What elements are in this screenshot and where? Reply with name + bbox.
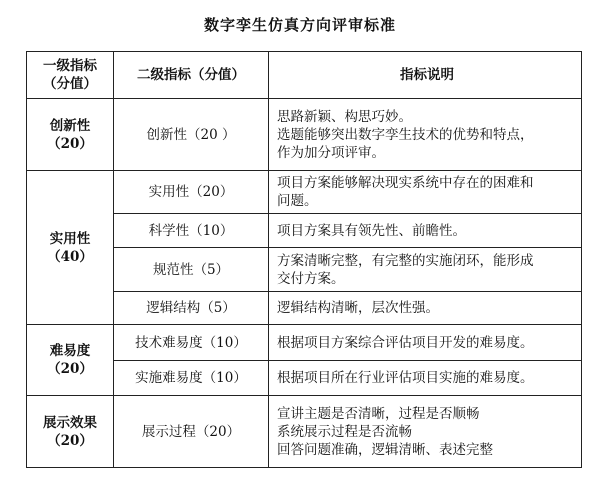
desc-line: 逻辑结构清晰，层次性强。: [277, 300, 439, 316]
header-level2: 二级指标（分值）: [114, 52, 269, 99]
header-level1-line: 一级指标: [43, 58, 97, 74]
desc-cell: [269, 171, 582, 214]
desc-cell: [269, 396, 582, 468]
desc-line: 项目方案能够解决现实系统中存在的困难和: [277, 175, 534, 191]
level2-cell: 规范性（5）: [114, 248, 269, 292]
table-row: [27, 171, 582, 214]
criteria-table: [26, 51, 582, 468]
header-desc: 指标说明: [269, 52, 582, 99]
level2-cell: 实施难易度（10）: [114, 361, 269, 396]
level1-name: 展示效果: [43, 414, 97, 431]
level1-cell: [27, 325, 114, 396]
level1-score: （20）: [47, 432, 93, 449]
desc-line: 作为加分项评审。: [277, 144, 385, 161]
header-level1: [27, 52, 114, 99]
desc-line: 问题。: [277, 193, 318, 209]
table-row: [27, 325, 582, 361]
level1-score: （20）: [47, 361, 93, 377]
desc-line: 回答问题准确，逻辑清晰、表述完整: [277, 441, 493, 458]
desc-line: 选题能够突出数字孪生技术的优势和特点，: [277, 126, 534, 143]
desc-line: 系统展示过程是否流畅: [277, 423, 412, 440]
header-level1-line: （分值）: [43, 76, 97, 92]
level2-cell: 科学性（10）: [114, 214, 269, 248]
desc-cell: [269, 325, 582, 361]
level1-cell: [27, 171, 114, 325]
level2-cell: 逻辑结构（5）: [114, 292, 269, 325]
page-title: 数字孪生仿真方向评审标准: [203, 16, 396, 34]
level2-cell: 技术难易度（10）: [114, 325, 269, 361]
desc-cell: [269, 292, 582, 325]
desc-line: 方案清晰完整，有完整的实施闭环，能形成: [277, 252, 534, 269]
level1-score: （40）: [47, 248, 93, 265]
desc-line: 根据项目所在行业评估项目实施的难易度。: [277, 370, 534, 386]
level1-score: （20）: [47, 135, 93, 152]
desc-line: 项目方案具有领先性、前瞻性。: [277, 222, 466, 239]
level1-cell: [27, 99, 114, 171]
table-header-row: [27, 52, 582, 99]
desc-cell: [269, 248, 582, 292]
level2-cell: 创新性（20 ）: [114, 99, 269, 171]
table-row: [27, 99, 582, 171]
level2-cell: 展示过程（20）: [114, 396, 269, 468]
desc-cell: [269, 361, 582, 396]
desc-line: 根据项目方案综合评估项目开发的难易度。: [277, 334, 534, 351]
desc-line: 宣讲主题是否清晰，过程是否顺畅: [277, 405, 480, 422]
level2-cell: 实用性（20）: [114, 171, 269, 214]
desc-line: 思路新颖、构思巧妙。: [277, 108, 412, 125]
desc-cell: [269, 214, 582, 248]
level1-name: 实用性: [49, 230, 91, 247]
level1-name: 难易度: [49, 343, 91, 359]
level1-cell: [27, 396, 114, 468]
desc-cell: [269, 99, 582, 171]
table-row: [27, 396, 582, 468]
level1-name: 创新性: [49, 117, 91, 134]
desc-line: 交付方案。: [277, 270, 345, 287]
